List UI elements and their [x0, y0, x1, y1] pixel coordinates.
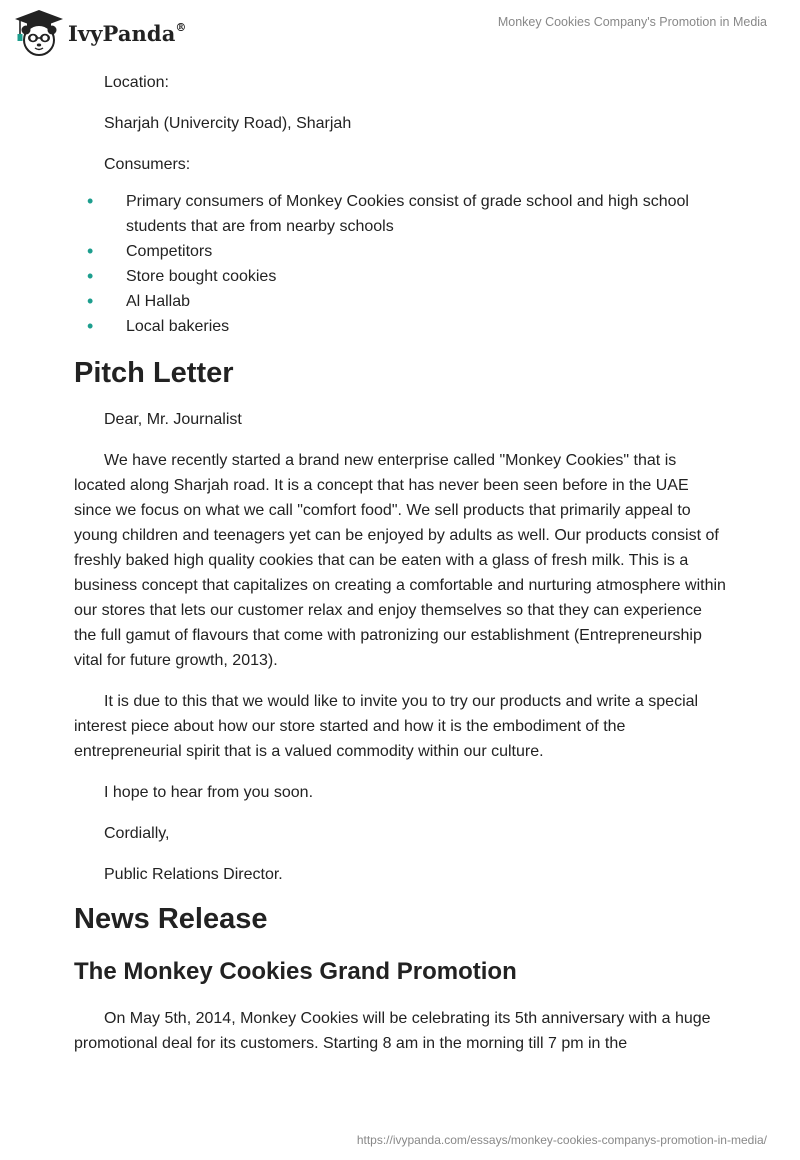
- list-item: • Store bought cookies: [74, 264, 726, 289]
- pitch-letter-heading: Pitch Letter: [74, 357, 234, 389]
- essay-content: [74, 70, 726, 1072]
- closing-line: Cordially,: [104, 825, 170, 842]
- closing-line: I hope to hear from you soon.: [104, 784, 314, 801]
- ivypanda-logo[interactable]: [14, 9, 187, 57]
- document-title: Monkey Cookies Company's Promotion in Media: [497, 15, 767, 29]
- page-header: [0, 0, 800, 64]
- signature: Public Relations Director.: [104, 866, 283, 883]
- pitch-paragraph: We have recently started a brand new enterprise called "Monkey Cookies" that is located along Sharjah road. It is a concept that has never been seen before in the UAE since we focus on what we call "comfort food". We sell products that primarily appeal to young children and teenagers yet can be enjoyed by adults as well. Our products consist of freshly baked high quality cookies that can be eaten with a glass of fresh milk. This is a business concept that capitalizes on creating a comfortable and nurturing atmosphere within our stores that lets our customer relax and enjoy themselves so that they can experience the full gamut of flavours that come with patronizing our establishment (Entrepreneurship vital for future growth, 2013).: [74, 452, 726, 669]
- location-label: Location:: [104, 74, 169, 91]
- panda-graduate-icon: [14, 9, 64, 57]
- pitch-paragraph: It is due to this that we would like to invite you to try our products and write a special interest piece about how our store started and how it is the embodiment of the entrepreneurial spirit that is a valued commodity within our culture.: [74, 693, 699, 760]
- list-item: • Local bakeries: [74, 314, 726, 339]
- consumers-list: [74, 189, 726, 339]
- location-value: Sharjah (Univercity Road), Sharjah: [104, 115, 352, 132]
- list-item: • Al Hallab: [74, 289, 726, 314]
- news-release-heading: News Release: [74, 903, 268, 935]
- brand-name: IvyPanda®: [68, 20, 187, 46]
- list-item: • Primary consumers of Monkey Cookies consist of grade school and high school students that are from nearby schools: [74, 189, 726, 239]
- promotion-paragraph: On May 5th, 2014, Monkey Cookies will be celebrating its 5th anniversary with a huge promotional deal for its customers. Starting 8 am in the morning till 7 pm in the: [74, 1010, 711, 1052]
- consumers-label: Consumers:: [104, 156, 191, 173]
- list-item: • Competitors: [74, 239, 726, 264]
- salutation: Dear, Mr. Journalist: [104, 411, 242, 428]
- promotion-heading: The Monkey Cookies Grand Promotion: [74, 958, 517, 985]
- source-url[interactable]: https://ivypanda.com/essays/monkey-cookies-companys-promotion-in-media/: [356, 1133, 767, 1147]
